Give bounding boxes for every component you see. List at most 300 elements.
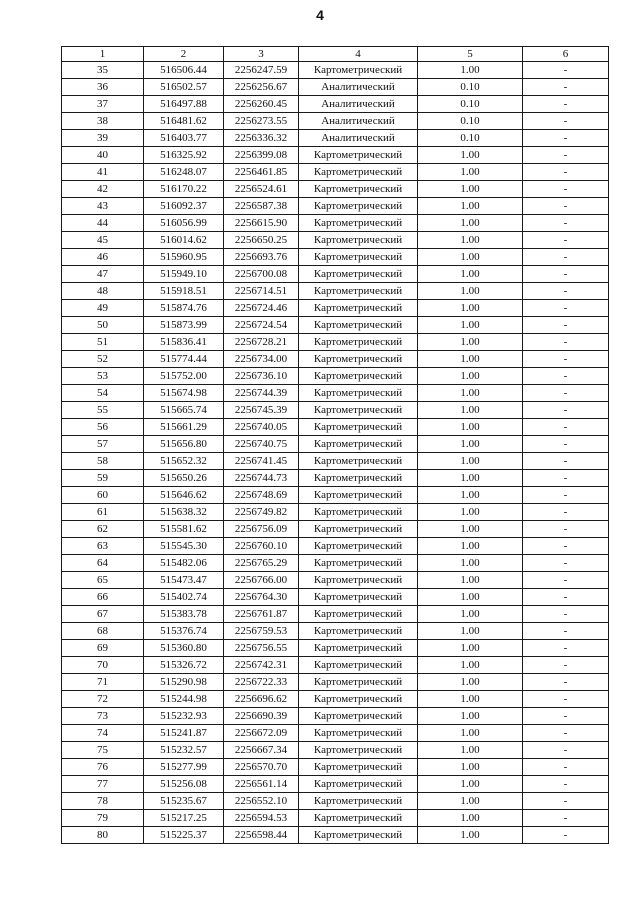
x-coordinate-cell: 515256.08 — [144, 776, 224, 793]
y-coordinate-cell: 2256594.53 — [224, 810, 299, 827]
x-coordinate-cell: 515482.06 — [144, 555, 224, 572]
point-number-cell: 53 — [62, 368, 144, 385]
point-number-cell: 63 — [62, 538, 144, 555]
point-number-cell: 38 — [62, 113, 144, 130]
point-number-cell: 78 — [62, 793, 144, 810]
point-number-cell: 49 — [62, 300, 144, 317]
table-row — [62, 436, 609, 453]
y-coordinate-cell: 2256399.08 — [224, 147, 299, 164]
description-cell: - — [523, 521, 609, 538]
accuracy-cell: 1.00 — [418, 742, 523, 759]
description-cell: - — [523, 62, 609, 79]
x-coordinate-cell: 515652.32 — [144, 453, 224, 470]
x-coordinate-cell: 515960.95 — [144, 249, 224, 266]
y-coordinate-cell: 2256766.00 — [224, 572, 299, 589]
description-cell: - — [523, 215, 609, 232]
x-coordinate-cell: 515650.26 — [144, 470, 224, 487]
method-cell: Картометрический — [299, 606, 418, 623]
x-coordinate-cell: 515665.74 — [144, 402, 224, 419]
description-cell: - — [523, 96, 609, 113]
y-coordinate-cell: 2256615.90 — [224, 215, 299, 232]
description-cell: - — [523, 776, 609, 793]
table-row — [62, 215, 609, 232]
table-row — [62, 521, 609, 538]
point-number-cell: 40 — [62, 147, 144, 164]
method-cell: Картометрический — [299, 215, 418, 232]
x-coordinate-cell: 515874.76 — [144, 300, 224, 317]
description-cell: - — [523, 164, 609, 181]
y-coordinate-cell: 2256650.25 — [224, 232, 299, 249]
accuracy-cell: 1.00 — [418, 538, 523, 555]
x-coordinate-cell: 515949.10 — [144, 266, 224, 283]
table-row — [62, 453, 609, 470]
accuracy-cell: 1.00 — [418, 164, 523, 181]
point-number-cell: 66 — [62, 589, 144, 606]
x-coordinate-cell: 515752.00 — [144, 368, 224, 385]
table-body — [62, 62, 609, 844]
table-row — [62, 589, 609, 606]
description-cell: - — [523, 810, 609, 827]
point-number-cell: 69 — [62, 640, 144, 657]
page-number: 4 — [316, 7, 324, 23]
x-coordinate-cell: 516092.37 — [144, 198, 224, 215]
table-row — [62, 62, 609, 79]
x-coordinate-cell: 515656.80 — [144, 436, 224, 453]
y-coordinate-cell: 2256461.85 — [224, 164, 299, 181]
y-coordinate-cell: 2256749.82 — [224, 504, 299, 521]
accuracy-cell: 1.00 — [418, 827, 523, 844]
method-cell: Картометрический — [299, 657, 418, 674]
column-header-5: 5 — [418, 47, 523, 62]
description-cell: - — [523, 793, 609, 810]
x-coordinate-cell: 516248.07 — [144, 164, 224, 181]
point-number-cell: 41 — [62, 164, 144, 181]
description-cell: - — [523, 555, 609, 572]
description-cell: - — [523, 725, 609, 742]
method-cell: Картометрический — [299, 419, 418, 436]
description-cell: - — [523, 147, 609, 164]
point-number-cell: 64 — [62, 555, 144, 572]
x-coordinate-cell: 516014.62 — [144, 232, 224, 249]
description-cell: - — [523, 436, 609, 453]
point-number-cell: 50 — [62, 317, 144, 334]
y-coordinate-cell: 2256690.39 — [224, 708, 299, 725]
description-cell: - — [523, 504, 609, 521]
point-number-cell: 76 — [62, 759, 144, 776]
description-cell: - — [523, 283, 609, 300]
y-coordinate-cell: 2256760.10 — [224, 538, 299, 555]
table-row — [62, 691, 609, 708]
description-cell: - — [523, 827, 609, 844]
point-number-cell: 44 — [62, 215, 144, 232]
y-coordinate-cell: 2256756.09 — [224, 521, 299, 538]
accuracy-cell: 1.00 — [418, 62, 523, 79]
point-number-cell: 72 — [62, 691, 144, 708]
point-number-cell: 61 — [62, 504, 144, 521]
point-number-cell: 55 — [62, 402, 144, 419]
table-row — [62, 827, 609, 844]
point-number-cell: 54 — [62, 385, 144, 402]
point-number-cell: 42 — [62, 181, 144, 198]
y-coordinate-cell: 2256256.67 — [224, 79, 299, 96]
accuracy-cell: 1.00 — [418, 334, 523, 351]
point-number-cell: 46 — [62, 249, 144, 266]
table-row — [62, 164, 609, 181]
y-coordinate-cell: 2256728.21 — [224, 334, 299, 351]
point-number-cell: 43 — [62, 198, 144, 215]
method-cell: Картометрический — [299, 572, 418, 589]
y-coordinate-cell: 2256672.09 — [224, 725, 299, 742]
table-row — [62, 555, 609, 572]
table-row — [62, 776, 609, 793]
table-row — [62, 113, 609, 130]
method-cell: Картометрический — [299, 538, 418, 555]
table-row — [62, 79, 609, 96]
description-cell: - — [523, 453, 609, 470]
method-cell: Картометрический — [299, 164, 418, 181]
accuracy-cell: 1.00 — [418, 402, 523, 419]
method-cell: Картометрический — [299, 521, 418, 538]
y-coordinate-cell: 2256744.39 — [224, 385, 299, 402]
method-cell: Картометрический — [299, 317, 418, 334]
y-coordinate-cell: 2256740.05 — [224, 419, 299, 436]
y-coordinate-cell: 2256273.55 — [224, 113, 299, 130]
x-coordinate-cell: 515232.57 — [144, 742, 224, 759]
point-number-cell: 37 — [62, 96, 144, 113]
accuracy-cell: 1.00 — [418, 453, 523, 470]
accuracy-cell: 1.00 — [418, 793, 523, 810]
y-coordinate-cell: 2256722.33 — [224, 674, 299, 691]
x-coordinate-cell: 515244.98 — [144, 691, 224, 708]
method-cell: Картометрический — [299, 742, 418, 759]
x-coordinate-cell: 515774.44 — [144, 351, 224, 368]
method-cell: Картометрический — [299, 623, 418, 640]
table-row — [62, 198, 609, 215]
x-coordinate-cell: 516325.92 — [144, 147, 224, 164]
x-coordinate-cell: 515225.37 — [144, 827, 224, 844]
method-cell: Картометрический — [299, 62, 418, 79]
header-row — [62, 47, 609, 62]
x-coordinate-cell: 515277.99 — [144, 759, 224, 776]
method-cell: Картометрический — [299, 266, 418, 283]
point-number-cell: 51 — [62, 334, 144, 351]
accuracy-cell: 1.00 — [418, 572, 523, 589]
table-row — [62, 147, 609, 164]
point-number-cell: 56 — [62, 419, 144, 436]
accuracy-cell: 1.00 — [418, 504, 523, 521]
point-number-cell: 47 — [62, 266, 144, 283]
table-row — [62, 300, 609, 317]
method-cell: Картометрический — [299, 453, 418, 470]
method-cell: Аналитический — [299, 96, 418, 113]
y-coordinate-cell: 2256570.70 — [224, 759, 299, 776]
x-coordinate-cell: 516506.44 — [144, 62, 224, 79]
column-header-6: 6 — [523, 47, 609, 62]
y-coordinate-cell: 2256724.54 — [224, 317, 299, 334]
table-row — [62, 606, 609, 623]
description-cell: - — [523, 368, 609, 385]
table-row — [62, 249, 609, 266]
description-cell: - — [523, 572, 609, 589]
table-row — [62, 623, 609, 640]
point-number-cell: 39 — [62, 130, 144, 147]
table-row — [62, 130, 609, 147]
point-number-cell: 60 — [62, 487, 144, 504]
method-cell: Картометрический — [299, 283, 418, 300]
description-cell: - — [523, 79, 609, 96]
y-coordinate-cell: 2256741.45 — [224, 453, 299, 470]
table-row — [62, 402, 609, 419]
y-coordinate-cell: 2256667.34 — [224, 742, 299, 759]
table-row — [62, 759, 609, 776]
table-row — [62, 504, 609, 521]
point-number-cell: 79 — [62, 810, 144, 827]
point-number-cell: 74 — [62, 725, 144, 742]
description-cell: - — [523, 538, 609, 555]
method-cell: Картометрический — [299, 181, 418, 198]
table-row — [62, 96, 609, 113]
table-row — [62, 232, 609, 249]
y-coordinate-cell: 2256734.00 — [224, 351, 299, 368]
x-coordinate-cell: 516502.57 — [144, 79, 224, 96]
table-row — [62, 334, 609, 351]
table-row — [62, 351, 609, 368]
description-cell: - — [523, 198, 609, 215]
method-cell: Картометрический — [299, 776, 418, 793]
accuracy-cell: 0.10 — [418, 96, 523, 113]
y-coordinate-cell: 2256748.69 — [224, 487, 299, 504]
method-cell: Картометрический — [299, 725, 418, 742]
y-coordinate-cell: 2256561.14 — [224, 776, 299, 793]
point-number-cell: 58 — [62, 453, 144, 470]
x-coordinate-cell: 515646.62 — [144, 487, 224, 504]
accuracy-cell: 1.00 — [418, 419, 523, 436]
description-cell: - — [523, 351, 609, 368]
accuracy-cell: 1.00 — [418, 657, 523, 674]
accuracy-cell: 1.00 — [418, 368, 523, 385]
y-coordinate-cell: 2256700.08 — [224, 266, 299, 283]
method-cell: Картометрический — [299, 810, 418, 827]
method-cell: Картометрический — [299, 368, 418, 385]
description-cell: - — [523, 589, 609, 606]
accuracy-cell: 1.00 — [418, 708, 523, 725]
table-row — [62, 368, 609, 385]
table-row — [62, 674, 609, 691]
table-row — [62, 725, 609, 742]
accuracy-cell: 1.00 — [418, 181, 523, 198]
x-coordinate-cell: 516481.62 — [144, 113, 224, 130]
method-cell: Картометрический — [299, 198, 418, 215]
method-cell: Аналитический — [299, 113, 418, 130]
point-number-cell: 68 — [62, 623, 144, 640]
y-coordinate-cell: 2256742.31 — [224, 657, 299, 674]
point-number-cell: 73 — [62, 708, 144, 725]
y-coordinate-cell: 2256260.45 — [224, 96, 299, 113]
description-cell: - — [523, 674, 609, 691]
accuracy-cell: 1.00 — [418, 385, 523, 402]
y-coordinate-cell: 2256693.76 — [224, 249, 299, 266]
x-coordinate-cell: 515873.99 — [144, 317, 224, 334]
description-cell: - — [523, 130, 609, 147]
x-coordinate-cell: 516497.88 — [144, 96, 224, 113]
table-row — [62, 572, 609, 589]
point-number-cell: 75 — [62, 742, 144, 759]
y-coordinate-cell: 2256756.55 — [224, 640, 299, 657]
x-coordinate-cell: 515402.74 — [144, 589, 224, 606]
method-cell: Картометрический — [299, 249, 418, 266]
method-cell: Картометрический — [299, 487, 418, 504]
point-number-cell: 62 — [62, 521, 144, 538]
x-coordinate-cell: 515360.80 — [144, 640, 224, 657]
method-cell: Картометрический — [299, 436, 418, 453]
column-header-4: 4 — [299, 47, 418, 62]
table-row — [62, 538, 609, 555]
accuracy-cell: 1.00 — [418, 623, 523, 640]
description-cell: - — [523, 266, 609, 283]
accuracy-cell: 0.10 — [418, 113, 523, 130]
x-coordinate-cell: 515638.32 — [144, 504, 224, 521]
accuracy-cell: 1.00 — [418, 249, 523, 266]
accuracy-cell: 1.00 — [418, 266, 523, 283]
method-cell: Картометрический — [299, 674, 418, 691]
method-cell: Картометрический — [299, 708, 418, 725]
point-number-cell: 77 — [62, 776, 144, 793]
description-cell: - — [523, 334, 609, 351]
y-coordinate-cell: 2256524.61 — [224, 181, 299, 198]
method-cell: Аналитический — [299, 130, 418, 147]
accuracy-cell: 1.00 — [418, 317, 523, 334]
accuracy-cell: 1.00 — [418, 147, 523, 164]
point-number-cell: 48 — [62, 283, 144, 300]
method-cell: Картометрический — [299, 402, 418, 419]
x-coordinate-cell: 515918.51 — [144, 283, 224, 300]
x-coordinate-cell: 515545.30 — [144, 538, 224, 555]
table-row — [62, 640, 609, 657]
table-row — [62, 266, 609, 283]
table-row — [62, 810, 609, 827]
description-cell: - — [523, 385, 609, 402]
table-row — [62, 317, 609, 334]
accuracy-cell: 1.00 — [418, 470, 523, 487]
accuracy-cell: 1.00 — [418, 215, 523, 232]
x-coordinate-cell: 515232.93 — [144, 708, 224, 725]
x-coordinate-cell: 515241.87 — [144, 725, 224, 742]
point-number-cell: 35 — [62, 62, 144, 79]
table-row — [62, 657, 609, 674]
accuracy-cell: 1.00 — [418, 555, 523, 572]
accuracy-cell: 1.00 — [418, 725, 523, 742]
table-row — [62, 385, 609, 402]
y-coordinate-cell: 2256736.10 — [224, 368, 299, 385]
point-number-cell: 59 — [62, 470, 144, 487]
y-coordinate-cell: 2256764.30 — [224, 589, 299, 606]
accuracy-cell: 1.00 — [418, 300, 523, 317]
y-coordinate-cell: 2256598.44 — [224, 827, 299, 844]
x-coordinate-cell: 515290.98 — [144, 674, 224, 691]
point-number-cell: 36 — [62, 79, 144, 96]
description-cell: - — [523, 708, 609, 725]
accuracy-cell: 1.00 — [418, 232, 523, 249]
accuracy-cell: 0.10 — [418, 79, 523, 96]
description-cell: - — [523, 487, 609, 504]
table-row — [62, 742, 609, 759]
accuracy-cell: 1.00 — [418, 198, 523, 215]
y-coordinate-cell: 2256336.32 — [224, 130, 299, 147]
accuracy-cell: 1.00 — [418, 436, 523, 453]
description-cell: - — [523, 623, 609, 640]
y-coordinate-cell: 2256759.53 — [224, 623, 299, 640]
description-cell: - — [523, 742, 609, 759]
accuracy-cell: 1.00 — [418, 759, 523, 776]
description-cell: - — [523, 470, 609, 487]
x-coordinate-cell: 516056.99 — [144, 215, 224, 232]
point-number-cell: 57 — [62, 436, 144, 453]
description-cell: - — [523, 640, 609, 657]
method-cell: Картометрический — [299, 300, 418, 317]
x-coordinate-cell: 515674.98 — [144, 385, 224, 402]
method-cell: Картометрический — [299, 504, 418, 521]
accuracy-cell: 1.00 — [418, 674, 523, 691]
y-coordinate-cell: 2256740.75 — [224, 436, 299, 453]
accuracy-cell: 1.00 — [418, 691, 523, 708]
column-header-2: 2 — [144, 47, 224, 62]
x-coordinate-cell: 516170.22 — [144, 181, 224, 198]
x-coordinate-cell: 515581.62 — [144, 521, 224, 538]
method-cell: Картометрический — [299, 334, 418, 351]
accuracy-cell: 0.10 — [418, 130, 523, 147]
method-cell: Картометрический — [299, 589, 418, 606]
accuracy-cell: 1.00 — [418, 521, 523, 538]
y-coordinate-cell: 2256552.10 — [224, 793, 299, 810]
accuracy-cell: 1.00 — [418, 810, 523, 827]
point-number-cell: 65 — [62, 572, 144, 589]
method-cell: Картометрический — [299, 555, 418, 572]
description-cell: - — [523, 419, 609, 436]
y-coordinate-cell: 2256765.29 — [224, 555, 299, 572]
coordinates-table — [61, 46, 609, 844]
y-coordinate-cell: 2256744.73 — [224, 470, 299, 487]
method-cell: Картометрический — [299, 793, 418, 810]
point-number-cell: 70 — [62, 657, 144, 674]
method-cell: Картометрический — [299, 691, 418, 708]
point-number-cell: 80 — [62, 827, 144, 844]
method-cell: Аналитический — [299, 79, 418, 96]
x-coordinate-cell: 515326.72 — [144, 657, 224, 674]
point-number-cell: 71 — [62, 674, 144, 691]
method-cell: Картометрический — [299, 147, 418, 164]
accuracy-cell: 1.00 — [418, 283, 523, 300]
description-cell: - — [523, 606, 609, 623]
x-coordinate-cell: 515217.25 — [144, 810, 224, 827]
method-cell: Картометрический — [299, 385, 418, 402]
y-coordinate-cell: 2256714.51 — [224, 283, 299, 300]
table-row — [62, 470, 609, 487]
x-coordinate-cell: 515661.29 — [144, 419, 224, 436]
table-header — [62, 47, 609, 62]
method-cell: Картометрический — [299, 759, 418, 776]
description-cell: - — [523, 402, 609, 419]
y-coordinate-cell: 2256696.62 — [224, 691, 299, 708]
accuracy-cell: 1.00 — [418, 589, 523, 606]
accuracy-cell: 1.00 — [418, 776, 523, 793]
description-cell: - — [523, 249, 609, 266]
y-coordinate-cell: 2256745.39 — [224, 402, 299, 419]
table-row — [62, 487, 609, 504]
method-cell: Картометрический — [299, 640, 418, 657]
y-coordinate-cell: 2256724.46 — [224, 300, 299, 317]
x-coordinate-cell: 515836.41 — [144, 334, 224, 351]
x-coordinate-cell: 515383.78 — [144, 606, 224, 623]
